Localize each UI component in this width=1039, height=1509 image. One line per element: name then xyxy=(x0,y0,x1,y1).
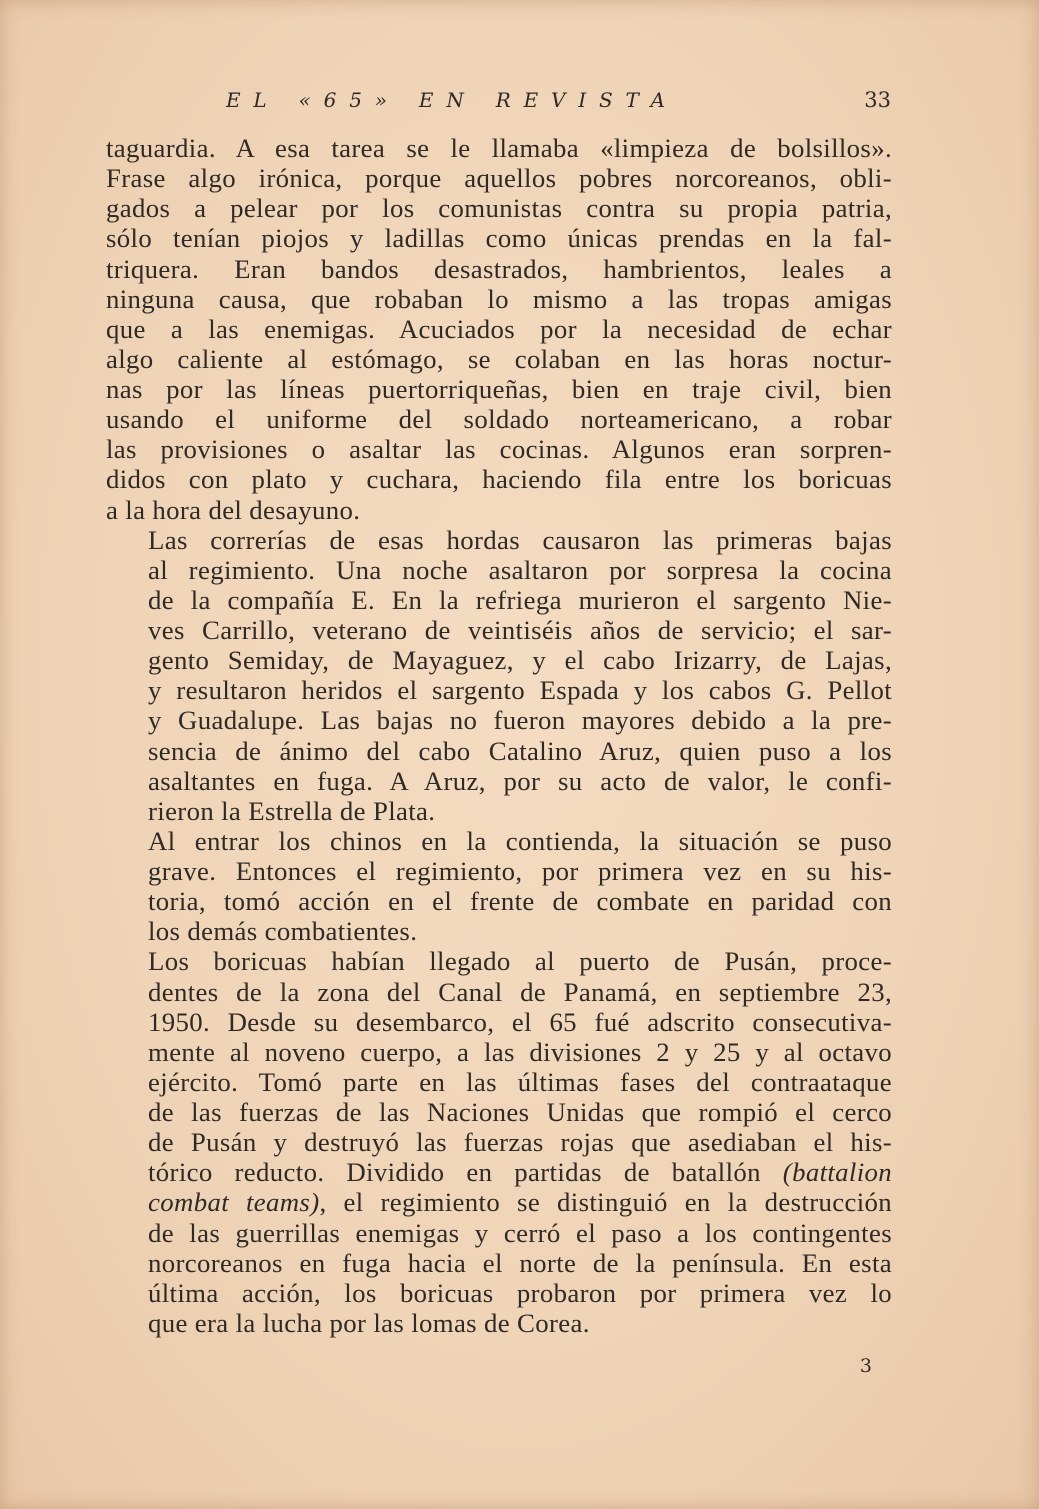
paragraph xyxy=(106,525,892,826)
text-line: toria, tomó acción en el frente de combate en paridad con xyxy=(148,886,892,917)
text-line: mente al noveno cuerpo, a las divisiones 2 y 25 y al octavo xyxy=(148,1036,892,1067)
text-line: y Guadalupe. Las bajas no fueron mayores debido a la pre- xyxy=(148,705,892,736)
text-line: ninguna causa, que robaban lo mismo a las tropas amigas xyxy=(106,283,892,314)
running-title: EL «65» EN REVISTA xyxy=(226,88,678,112)
paragraph xyxy=(106,946,892,1338)
text-line: última acción, los boricuas probaron por primera vez lo xyxy=(148,1277,892,1308)
text-line: asaltantes en fuga. A Aruz, por su acto de valor, le confi- xyxy=(148,765,892,796)
text-line: los demás combatientes. xyxy=(148,916,418,947)
text-line: ejército. Tomó parte en las últimas fases del contraataque xyxy=(148,1066,892,1097)
text-line: gados a pelear por los comunistas contra su propia patria, xyxy=(106,193,892,224)
signature-mark: 3 xyxy=(859,1355,872,1377)
text-line: gento Semiday, de Mayaguez, y el cabo Irizarry, de Lajas, xyxy=(148,645,892,676)
text-line: Al entrar los chinos en la contienda, la situación se puso xyxy=(148,825,892,856)
text-line: nas por las líneas puertorriqueñas, bien en traje civil, bien xyxy=(106,374,892,404)
text-line: de las guerrillas enemigas y cerró el paso a los contingentes xyxy=(148,1217,892,1248)
text-line: Frase algo irónica, porque aquellos pobres norcoreanos, obli- xyxy=(106,163,892,194)
text-line: grave. Entonces el regimiento, por primera vez en su his- xyxy=(148,856,892,886)
text-line: sólo tenían piojos y ladillas como únicas prendas en la fal- xyxy=(106,223,892,254)
text-line: taguardia. A esa tarea se le llamaba «limpieza de bolsillos». xyxy=(106,133,892,163)
text-line: Los boricuas habían llegado al puerto de Pusán, proce- xyxy=(148,946,892,977)
text-line: sencia de ánimo del cabo Catalino Aruz, quien puso a los xyxy=(148,735,892,766)
text-line: de la compañía E. En la refriega murieron el sargento Nie- xyxy=(148,584,892,615)
text-line: que a las enemigas. Acuciados por la necesidad de echar xyxy=(106,313,892,344)
text-line: usando el uniforme del soldado norteamericano, a robar xyxy=(106,404,892,435)
text-line: tórico reducto. Dividido en partidas de batallón (battalion xyxy=(148,1157,892,1188)
text-line: de Pusán y destruyó las fuerzas rojas que asediaban el his- xyxy=(148,1127,892,1158)
text-line: de las fuerzas de las Naciones Unidas que rompió el cerco xyxy=(148,1097,892,1127)
text-line: al regimiento. Una noche asaltaron por sorpresa la cocina xyxy=(148,554,892,585)
text-line: didos con plato y cuchara, haciendo fila entre los boricuas xyxy=(106,464,892,495)
text-line: las provisiones o asaltar las cocinas. Algunos eran sorpren- xyxy=(106,434,892,465)
text-line: 1950. Desde su desembarco, el 65 fué adscrito consecutiva- xyxy=(148,1006,892,1037)
paragraph xyxy=(106,133,892,525)
text-line: norcoreanos en fuga hacia el norte de la península. En esta xyxy=(148,1247,892,1278)
text-line: Las correrías de esas hordas causaron las primeras bajas xyxy=(148,524,892,555)
page-number: 33 xyxy=(864,88,891,112)
text-line: que era la lucha por las lomas de Corea. xyxy=(148,1307,590,1338)
text-line: combat teams), el regimiento se distinguió en la destrucción xyxy=(148,1187,893,1218)
text-line: rieron la Estrella de Plata. xyxy=(148,795,436,826)
text-line: y resultaron heridos el sargento Espada y los cabos G. Pellot xyxy=(148,675,892,706)
paragraph xyxy=(106,826,892,947)
text-line: ves Carrillo, veterano de veintiséis años de servicio; el sar- xyxy=(148,615,892,645)
text-line: dentes de la zona del Canal de Panamá, en septiembre 23, xyxy=(148,976,892,1007)
text-line: algo caliente al estómago, se colaban en las horas noctur- xyxy=(106,343,892,374)
text-line: triquera. Eran bandos desastrados, hambrientos, leales a xyxy=(106,253,892,284)
body-text xyxy=(106,133,892,1338)
text-line: a la hora del desayuno. xyxy=(106,494,361,525)
